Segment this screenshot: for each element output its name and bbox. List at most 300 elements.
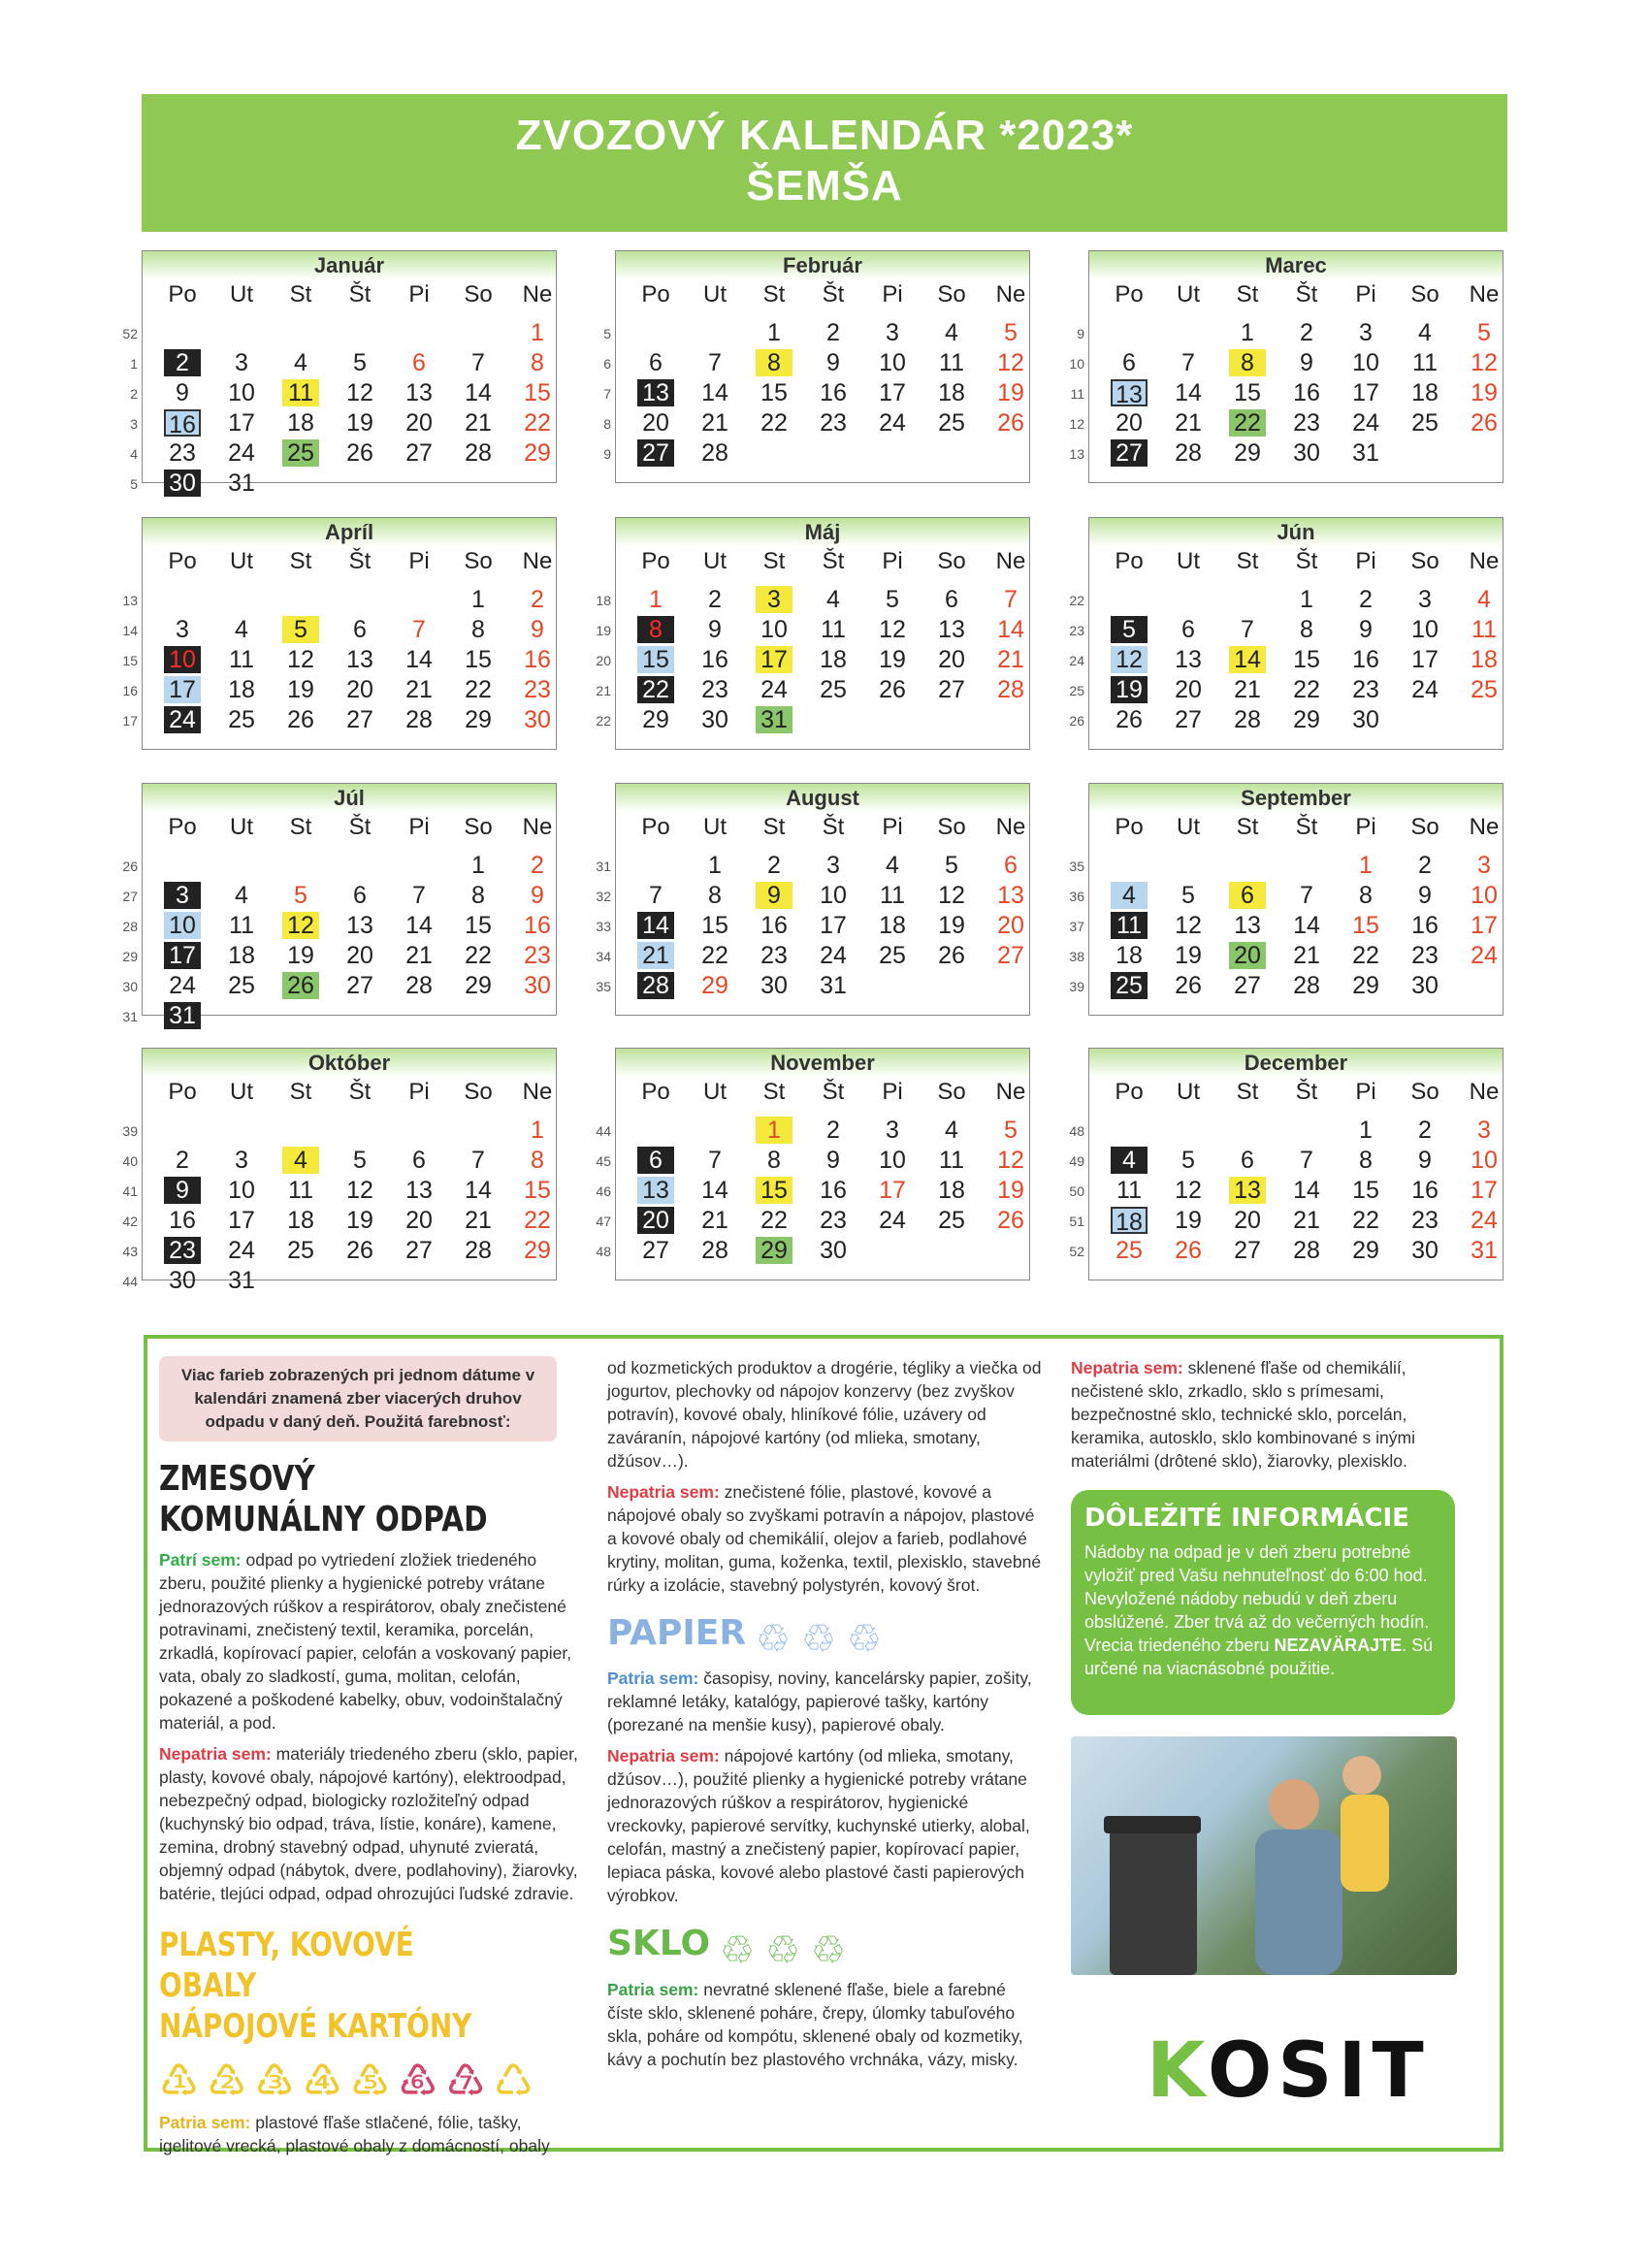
weekday-label: So [464,548,493,574]
weekday-label: Št [822,281,845,308]
page-subtitle: ŠEMŠA [746,162,903,210]
day-cell: 29 [1234,439,1261,467]
weekday-label: Ne [522,281,553,308]
day-cell: 6 [353,882,367,909]
day-cell: 12 [879,616,906,643]
week-number: 36 [1069,889,1084,904]
day-cell: 5 [1181,882,1195,909]
week-number: 14 [122,623,138,638]
recycle-icon: ♵ [254,2056,295,2106]
day-cell: 17 [820,912,847,939]
month-3 [142,517,557,750]
day-cell: 8 [1359,882,1373,909]
day-cell: 28 [465,1237,492,1264]
day-cell: 23 [1411,1207,1439,1234]
day-cell: 18 [1411,379,1439,406]
day-cell: 28 [997,676,1024,703]
zko-yes: Patrí sem: odpad po vytriedení zložiek triedeného zberu, použité plienky a hygienické potreby vrátane jednorazových rúškov a respirátorov, obaly znečistené potravinami, znečistený textil, keramika, porcelán, zrkadlá, kopírovací papier, celofán a voskovaný papier, vata, obaly zo sladkostí, guma, molitan, celofán, pokazené a poškodené kabelky, obuv, vodoinštalačný materiál, a pod. [159,1550,572,1733]
day-cell: 12 [997,349,1024,376]
day-cell: 17 [228,1207,255,1234]
day-cell: 10 [760,616,788,643]
day-cell: 22 [760,1207,788,1234]
day-cell: 22 [465,676,492,703]
day-cell: 14 [405,912,433,939]
day-cell: 2 [531,852,544,879]
recycle-icon: ♴ [207,2056,247,2106]
day-cell: 19 [287,942,314,969]
day-cell: 18 [287,1207,314,1234]
day-cell: 1 [756,1117,792,1144]
day-cell: 14 [701,379,728,406]
week-number: 51 [1069,1214,1084,1229]
day-cell: 2 [708,586,722,613]
weekday-label: Pi [882,1079,903,1105]
weekday-label: Ne [995,548,1026,574]
week-number: 28 [122,919,138,934]
weekday-label: Ut [230,548,253,574]
week-number: 31 [596,859,611,874]
day-cell: 8 [756,349,792,376]
week-number: 39 [1069,979,1084,994]
day-cell: 30 [524,706,551,733]
day-cell: 5 [1111,616,1148,643]
day-cell: 5 [353,1147,367,1174]
recycle-icon: ♺ [493,2056,534,2106]
day-cell: 8 [637,616,674,643]
day-cell: 2 [767,852,781,879]
weekday-label: Pi [408,281,430,308]
day-cell: 3 [176,616,189,643]
info-title: DÔLEŽITÉ INFORMÁCIE [1084,1504,1409,1533]
day-cell: 17 [1352,379,1379,406]
day-cell: 9 [176,379,189,406]
day-cell: 4 [945,319,958,346]
day-cell: 23 [169,439,196,467]
day-cell: 24 [879,1207,906,1234]
day-cell: 24 [1352,409,1379,437]
day-cell: 19 [938,912,965,939]
day-cell: 11 [282,379,319,406]
zko-title: ZMESOVÝ KOMUNÁLNY ODPAD [159,1459,488,1539]
weekday-label: Št [1295,1079,1318,1105]
day-cell: 14 [465,379,492,406]
week-number: 27 [122,889,138,904]
week-number: 32 [596,889,611,904]
day-cell: 1 [649,586,663,613]
month-title: Február [616,251,1029,279]
plast-title: PLASTY, KOVOVÉ OBALY NÁPOJOVÉ KARTÓNY [159,1926,472,2046]
weekday-label: So [1410,814,1439,840]
day-cell: 20 [637,1207,674,1234]
day-cell: 20 [1116,409,1143,437]
day-cell: 18 [1111,1207,1148,1234]
day-cell: 9 [1300,349,1313,376]
legend-panel [144,1335,1504,2155]
week-number: 2 [130,386,138,402]
day-cell: 20 [346,942,373,969]
month-title: August [616,784,1029,812]
day-cell: 16 [1411,912,1439,939]
weekday-label: St [289,548,312,574]
day-cell: 11 [229,646,254,673]
day-cell: 3 [1477,852,1491,879]
week-number: 44 [596,1123,611,1139]
week-number: 39 [122,1123,138,1139]
week-number: 35 [1069,859,1084,874]
day-cell: 12 [938,882,965,909]
day-cell: 1 [1359,852,1373,879]
week-number: 13 [122,593,138,608]
day-cell: 20 [642,409,669,437]
day-cell: 13 [346,912,373,939]
day-cell: 7 [649,882,663,909]
day-cell: 18 [228,942,255,969]
sklo-yes: Patria sem: nevratné sklenené fľaše, biele a farebné číste sklo, sklenené poháre, črepy, úlomky tabuľového skla, poháre od kompótu, sklenené obaly od kozmetiky, kávy a pochutín bez plastového vrchnáka, vázy, misky. [607,1979,1023,2069]
day-cell: 6 [1122,349,1136,376]
plast-yes-cont: od kozmetických produktov a drogérie, tégliky a viečka od jogurtov, plechovky od nápojov konzervy (bez zvyškov potravín), kovové obaly, hliníkové fólie, uzávery od zaváranín, nápojové kartóny (od mlieka, smotany, džúsov…). [607,1358,1042,1471]
weekday-label: Po [1115,814,1144,840]
weekday-label: Po [641,814,670,840]
day-cell: 31 [1471,1237,1498,1264]
day-cell: 29 [524,439,551,467]
day-cell: 19 [346,1207,373,1234]
week-number: 15 [122,653,138,668]
day-cell: 30 [1411,1237,1439,1264]
day-cell: 10 [879,349,906,376]
day-cell: 29 [642,706,669,733]
day-cell: 29 [756,1237,792,1264]
day-cell: 2 [1418,1117,1432,1144]
weekday-label: St [1236,1079,1259,1105]
day-cell: 14 [465,1177,492,1204]
day-cell: 3 [1477,1117,1491,1144]
weekday-label: Ne [1469,814,1500,840]
week-number: 29 [122,949,138,964]
week-number: 48 [1069,1123,1084,1139]
weekday-label: Pi [882,814,903,840]
day-cell: 10 [164,646,201,673]
weekday-label: So [1410,281,1439,308]
papier-no: Nepatria sem: nápojové kartóny (od mlieka, smotany, džúsov…), použité plienky a hygienické potreby vrátane jednorazových rúškov a respirátorov, hygienické vreckovky, papierové servítky, kuchynské utierky, alobal, celofán, mastný a znečistený papier, kopírovací papier, lepiaca páska, kovové alebo plastové časti papierových výrobkov. [607,1746,1030,1906]
day-cell: 20 [997,912,1024,939]
day-cell: 28 [1175,439,1202,467]
day-cell: 24 [820,942,847,969]
weekday-label: Po [168,1079,197,1105]
weekday-label: Ne [522,814,553,840]
day-cell: 15 [756,1177,792,1204]
day-cell: 4 [945,1117,958,1144]
weekday-label: St [762,548,786,574]
day-cell: 27 [997,942,1024,969]
day-cell: 3 [235,1147,248,1174]
day-cell: 9 [708,616,722,643]
day-cell: 5 [945,852,958,879]
day-cell: 28 [701,439,728,467]
month-title: Marec [1089,251,1503,279]
day-cell: 13 [1234,912,1261,939]
month-7 [615,783,1030,1016]
day-cell: 1 [1359,1117,1373,1144]
weekday-label: Ut [703,281,727,308]
weekday-label: Pi [1355,814,1376,840]
week-number: 7 [603,386,611,402]
day-cell: 3 [886,319,899,346]
day-cell: 2 [176,1147,189,1174]
weekday-label: So [464,281,493,308]
weekday-label: Ne [522,1079,553,1105]
day-cell: 7 [1300,882,1313,909]
day-cell: 25 [228,706,255,733]
month-title: Júl [143,784,556,812]
day-cell: 17 [164,676,201,703]
day-cell: 11 [1111,912,1148,939]
day-cell: 7 [412,616,426,643]
weekday-label: So [937,814,966,840]
day-cell: 26 [282,972,319,999]
day-cell: 23 [1411,942,1439,969]
month-4 [615,517,1030,750]
day-cell: 2 [1418,852,1432,879]
day-cell: 10 [228,379,255,406]
day-cell: 27 [1234,972,1261,999]
day-cell: 14 [1175,379,1202,406]
day-cell: 6 [1181,616,1195,643]
day-cell: 24 [1411,676,1439,703]
day-cell: 15 [524,379,551,406]
day-cell: 22 [760,409,788,437]
day-cell: 18 [287,409,314,437]
day-cell: 24 [228,439,255,467]
day-cell: 26 [346,439,373,467]
day-cell: 17 [879,379,906,406]
day-cell: 15 [637,646,674,673]
day-cell: 1 [767,319,781,346]
day-cell: 3 [235,349,248,376]
day-cell: 2 [826,1117,840,1144]
day-cell: 19 [287,676,314,703]
weekday-label: So [464,1079,493,1105]
week-number: 46 [596,1183,611,1199]
day-cell: 23 [760,942,788,969]
weekday-label: Ne [1469,281,1500,308]
legend-intro: Viac farieb zobrazených pri jednom dátume v kalendári znamená zber viacerých druhov odpadu v daný deň. Použitá farebnosť: [159,1356,557,1442]
day-cell: 7 [1004,586,1018,613]
day-cell: 25 [228,972,255,999]
weekday-label: Ne [995,1079,1026,1105]
week-number: 22 [1069,593,1084,608]
day-cell: 9 [164,1177,201,1204]
day-cell: 25 [879,942,906,969]
week-number: 16 [122,683,138,698]
week-number: 42 [122,1214,138,1229]
weekday-label: Po [168,548,197,574]
day-cell: 29 [465,706,492,733]
weekday-label: Ut [703,814,727,840]
day-cell: 22 [1293,676,1320,703]
day-cell: 7 [471,349,485,376]
day-cell: 21 [1293,942,1320,969]
day-cell: 14 [1293,912,1320,939]
day-cell: 2 [531,586,544,613]
sklo-no: Nepatria sem: sklenené fľaše od chemikálií, nečistené sklo, zrkadlo, sklo s prímesami, bezpečnostné sklo, technické sklo, porcelán, keramika, autosklo, sklo kombinované s inými materiálmi (drôtené sklo), žiarovky, plexisklo. [1071,1358,1416,1471]
day-cell: 12 [282,912,319,939]
day-cell: 9 [1418,882,1432,909]
day-cell: 20 [1229,942,1266,969]
weekday-label: Pi [1355,548,1376,574]
day-cell: 22 [1352,1207,1379,1234]
week-number: 31 [122,1009,138,1024]
day-cell: 10 [228,1177,255,1204]
day-cell: 19 [1111,676,1148,703]
week-number: 13 [1069,446,1084,462]
day-cell: 14 [1293,1177,1320,1204]
day-cell: 14 [997,616,1024,643]
day-cell: 18 [228,676,255,703]
weekday-label: Pi [1355,1079,1376,1105]
weekday-label: Po [1115,548,1144,574]
day-cell: 2 [1300,319,1313,346]
week-number: 25 [1069,683,1084,698]
day-cell: 17 [1411,646,1439,673]
day-cell: 21 [997,646,1024,673]
day-cell: 20 [1234,1207,1261,1234]
day-cell: 15 [1293,646,1320,673]
day-cell: 11 [288,1177,313,1204]
day-cell: 22 [637,676,674,703]
weekday-label: St [289,814,312,840]
day-cell: 3 [1359,319,1373,346]
day-cell: 11 [821,616,846,643]
day-cell: 28 [405,706,433,733]
family-photo [1071,1736,1457,1975]
day-cell: 7 [708,349,722,376]
day-cell: 18 [1116,942,1143,969]
day-cell: 17 [1471,912,1498,939]
week-number: 48 [596,1244,611,1259]
week-number: 40 [122,1153,138,1169]
day-cell: 27 [1111,439,1148,467]
week-number: 26 [122,859,138,874]
weekday-label: St [289,281,312,308]
info-box [1071,1490,1455,1715]
info-body: Nádoby na odpad je v deň zberu potrebné vyložiť pred Vašu nehnuteľnosť do 6:00 hod. Nevyložené nádoby nebudú v deň zberu obslúžené. Zber trvá až do večerných hodín. Vrecia triedeného zberu NEZAVÄRAJTE. Sú určené na viacnásobné použitie. [1084,1542,1434,1678]
day-cell: 18 [879,912,906,939]
day-cell: 21 [405,942,433,969]
day-cell: 19 [1175,942,1202,969]
week-number: 3 [130,416,138,432]
recycle-icon: ♷ [350,2056,391,2106]
day-cell: 4 [1418,319,1432,346]
day-cell: 29 [1352,1237,1379,1264]
day-cell: 4 [282,1147,319,1174]
month-1 [615,250,1030,483]
day-cell: 23 [1293,409,1320,437]
day-cell: 9 [531,616,544,643]
day-cell: 30 [760,972,788,999]
week-number: 35 [596,979,611,994]
day-cell: 5 [282,616,319,643]
week-number: 4 [130,446,138,462]
day-cell: 17 [1471,1177,1498,1204]
day-cell: 18 [1471,646,1498,673]
month-9 [142,1048,557,1294]
day-cell: 20 [1175,676,1202,703]
weekday-label: Ne [995,814,1026,840]
month-title: Apríl [143,518,556,546]
month-title: Máj [616,518,1029,546]
weekday-label: Ut [1177,548,1200,574]
weekday-label: Št [822,1079,845,1105]
weekday-label: Št [822,814,845,840]
weekday-label: Ne [522,548,553,574]
day-cell: 9 [756,882,792,909]
title-banner [142,94,1507,232]
day-cell: 1 [708,852,722,879]
day-cell: 1 [531,319,544,346]
day-cell: 13 [637,1177,674,1204]
day-cell: 17 [164,942,201,969]
day-cell: 8 [1229,349,1266,376]
day-cell: 28 [405,972,433,999]
weekday-label: Ut [703,548,727,574]
day-cell: 29 [465,972,492,999]
day-cell: 15 [465,912,492,939]
week-number: 52 [122,326,138,341]
day-cell: 8 [531,349,544,376]
day-cell: 30 [1293,439,1320,467]
day-cell: 10 [1411,616,1439,643]
weekday-label: So [937,1079,966,1105]
legend-col-1 [159,1356,586,2157]
day-cell: 27 [1234,1237,1261,1264]
day-cell: 24 [169,972,196,999]
day-cell: 23 [820,409,847,437]
day-cell: 5 [1181,1147,1195,1174]
day-cell: 29 [1352,972,1379,999]
day-cell: 6 [1241,1147,1254,1174]
day-cell: 13 [637,379,674,406]
day-cell: 8 [531,1147,544,1174]
day-cell: 29 [701,972,728,999]
month-2 [1088,250,1504,483]
plast-yes: Patria sem: plastové fľaše stlačené, fólie, tašky, igelitové vrecká, plastové obaly z domácností, obaly [159,2113,550,2155]
day-cell: 13 [1175,646,1202,673]
weekday-label: Ut [1177,1079,1200,1105]
day-cell: 8 [471,616,485,643]
week-number: 12 [1069,416,1084,432]
week-number: 5 [603,326,611,341]
week-number: 34 [596,949,611,964]
recycle-icon: ♸ [398,2056,438,2106]
sklo-title: SKLO [607,1924,711,1964]
day-cell: 12 [997,1147,1024,1174]
week-number: 47 [596,1214,611,1229]
day-cell: 23 [701,676,728,703]
weekday-label: St [762,814,786,840]
photo-illustration [1071,1736,1457,1975]
day-cell: 1 [471,852,485,879]
day-cell: 6 [945,586,958,613]
day-cell: 30 [820,1237,847,1264]
week-number: 10 [1069,356,1084,372]
day-cell: 16 [164,409,201,437]
day-cell: 21 [1175,409,1202,437]
weekday-label: Št [1295,548,1318,574]
day-cell: 8 [767,1147,781,1174]
recycle-icon: ♳ [159,2056,200,2106]
day-cell: 11 [939,349,964,376]
weekday-label: Ne [1469,1079,1500,1105]
